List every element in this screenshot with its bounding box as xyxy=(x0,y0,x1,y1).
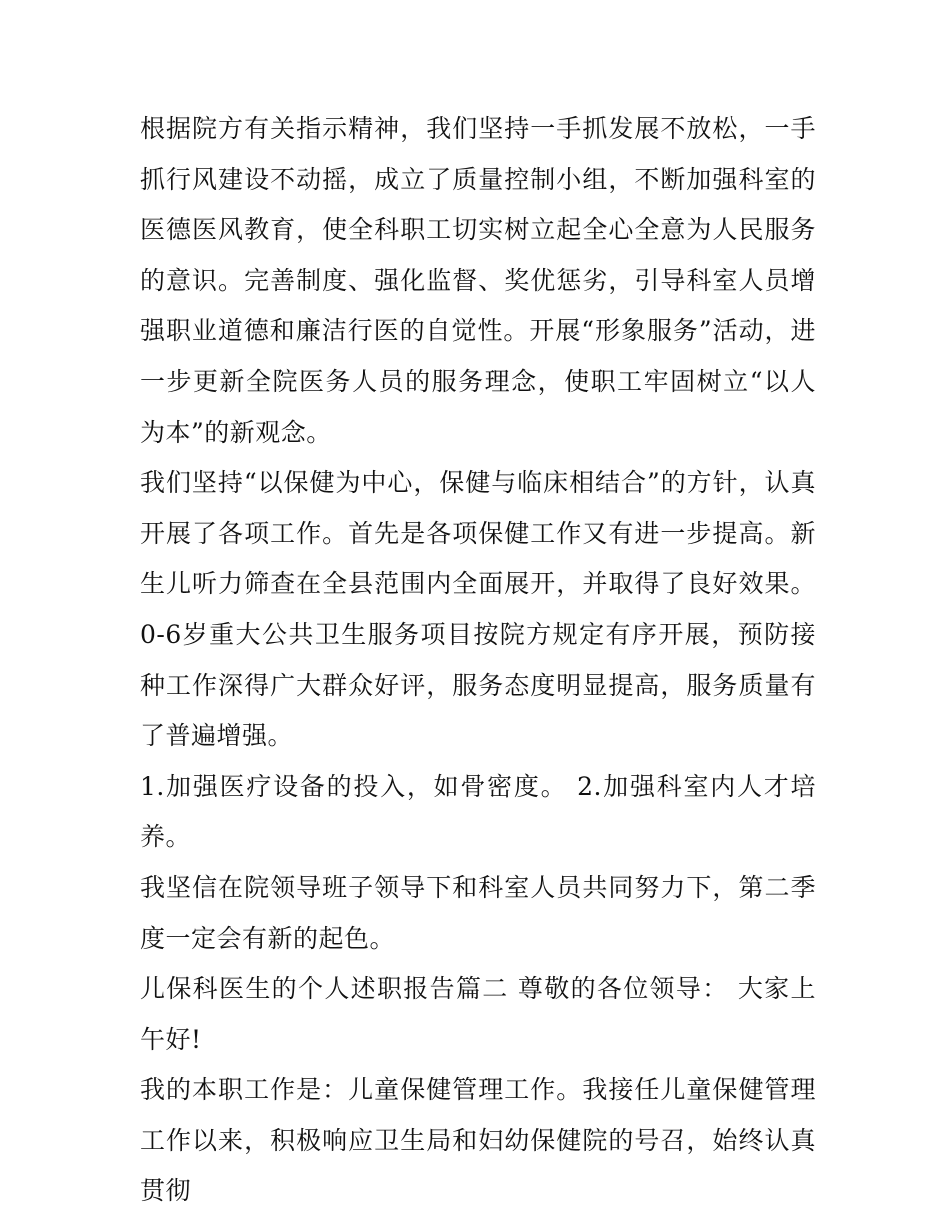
paragraph-duties: 我的本职工作是：儿童保健管理工作。我接任儿童保健管理工作以来，积极响应卫生局和妇幼保健院的号召，始终认真贯彻 xyxy=(140,1075,816,1206)
document-body xyxy=(140,104,816,1217)
paragraph-confidence: 我坚信在院领导班子领导下和科室人员共同努力下，第二季度一定会有新的起色。 xyxy=(140,872,816,953)
paragraph-health-work: 我们坚持“以保健为中心，保健与临床相结合”的方针，认真开展了各项工作。首先是各项保健工作又有进一步提高。新生儿听力筛查在全县范围内全面展开，并取得了良好效果。0-6岁重大公共卫生服务项目按院方规定有序开展，预防接种工作深得广大群众好评，服务态度明显提高，服务质量有了普遍增强。 xyxy=(140,468,816,751)
paragraph-plans: 1.加强医疗设备的投入，如骨密度。 2.加强科室内人才培养。 xyxy=(140,771,816,852)
paragraph-report-title: 儿保科医生的个人述职报告篇二 尊敬的各位领导： 大家上午好! xyxy=(140,974,816,1054)
paragraph-ethics: 根据院方有关指示精神，我们坚持一手抓发展不放松，一手抓行风建设不动摇，成立了质量控制小组，不断加强科室的医德医风教育，使全科职工切实树立起全心全意为人民服务的意识。完善制度、强化监督、奖优惩劣，引导科室人员增强职业道德和廉洁行医的自觉性。开展“形象服务”活动，进一步更新全院医务人员的服务理念，使职工牢固树立“以人为本”的新观念。 xyxy=(140,114,816,447)
